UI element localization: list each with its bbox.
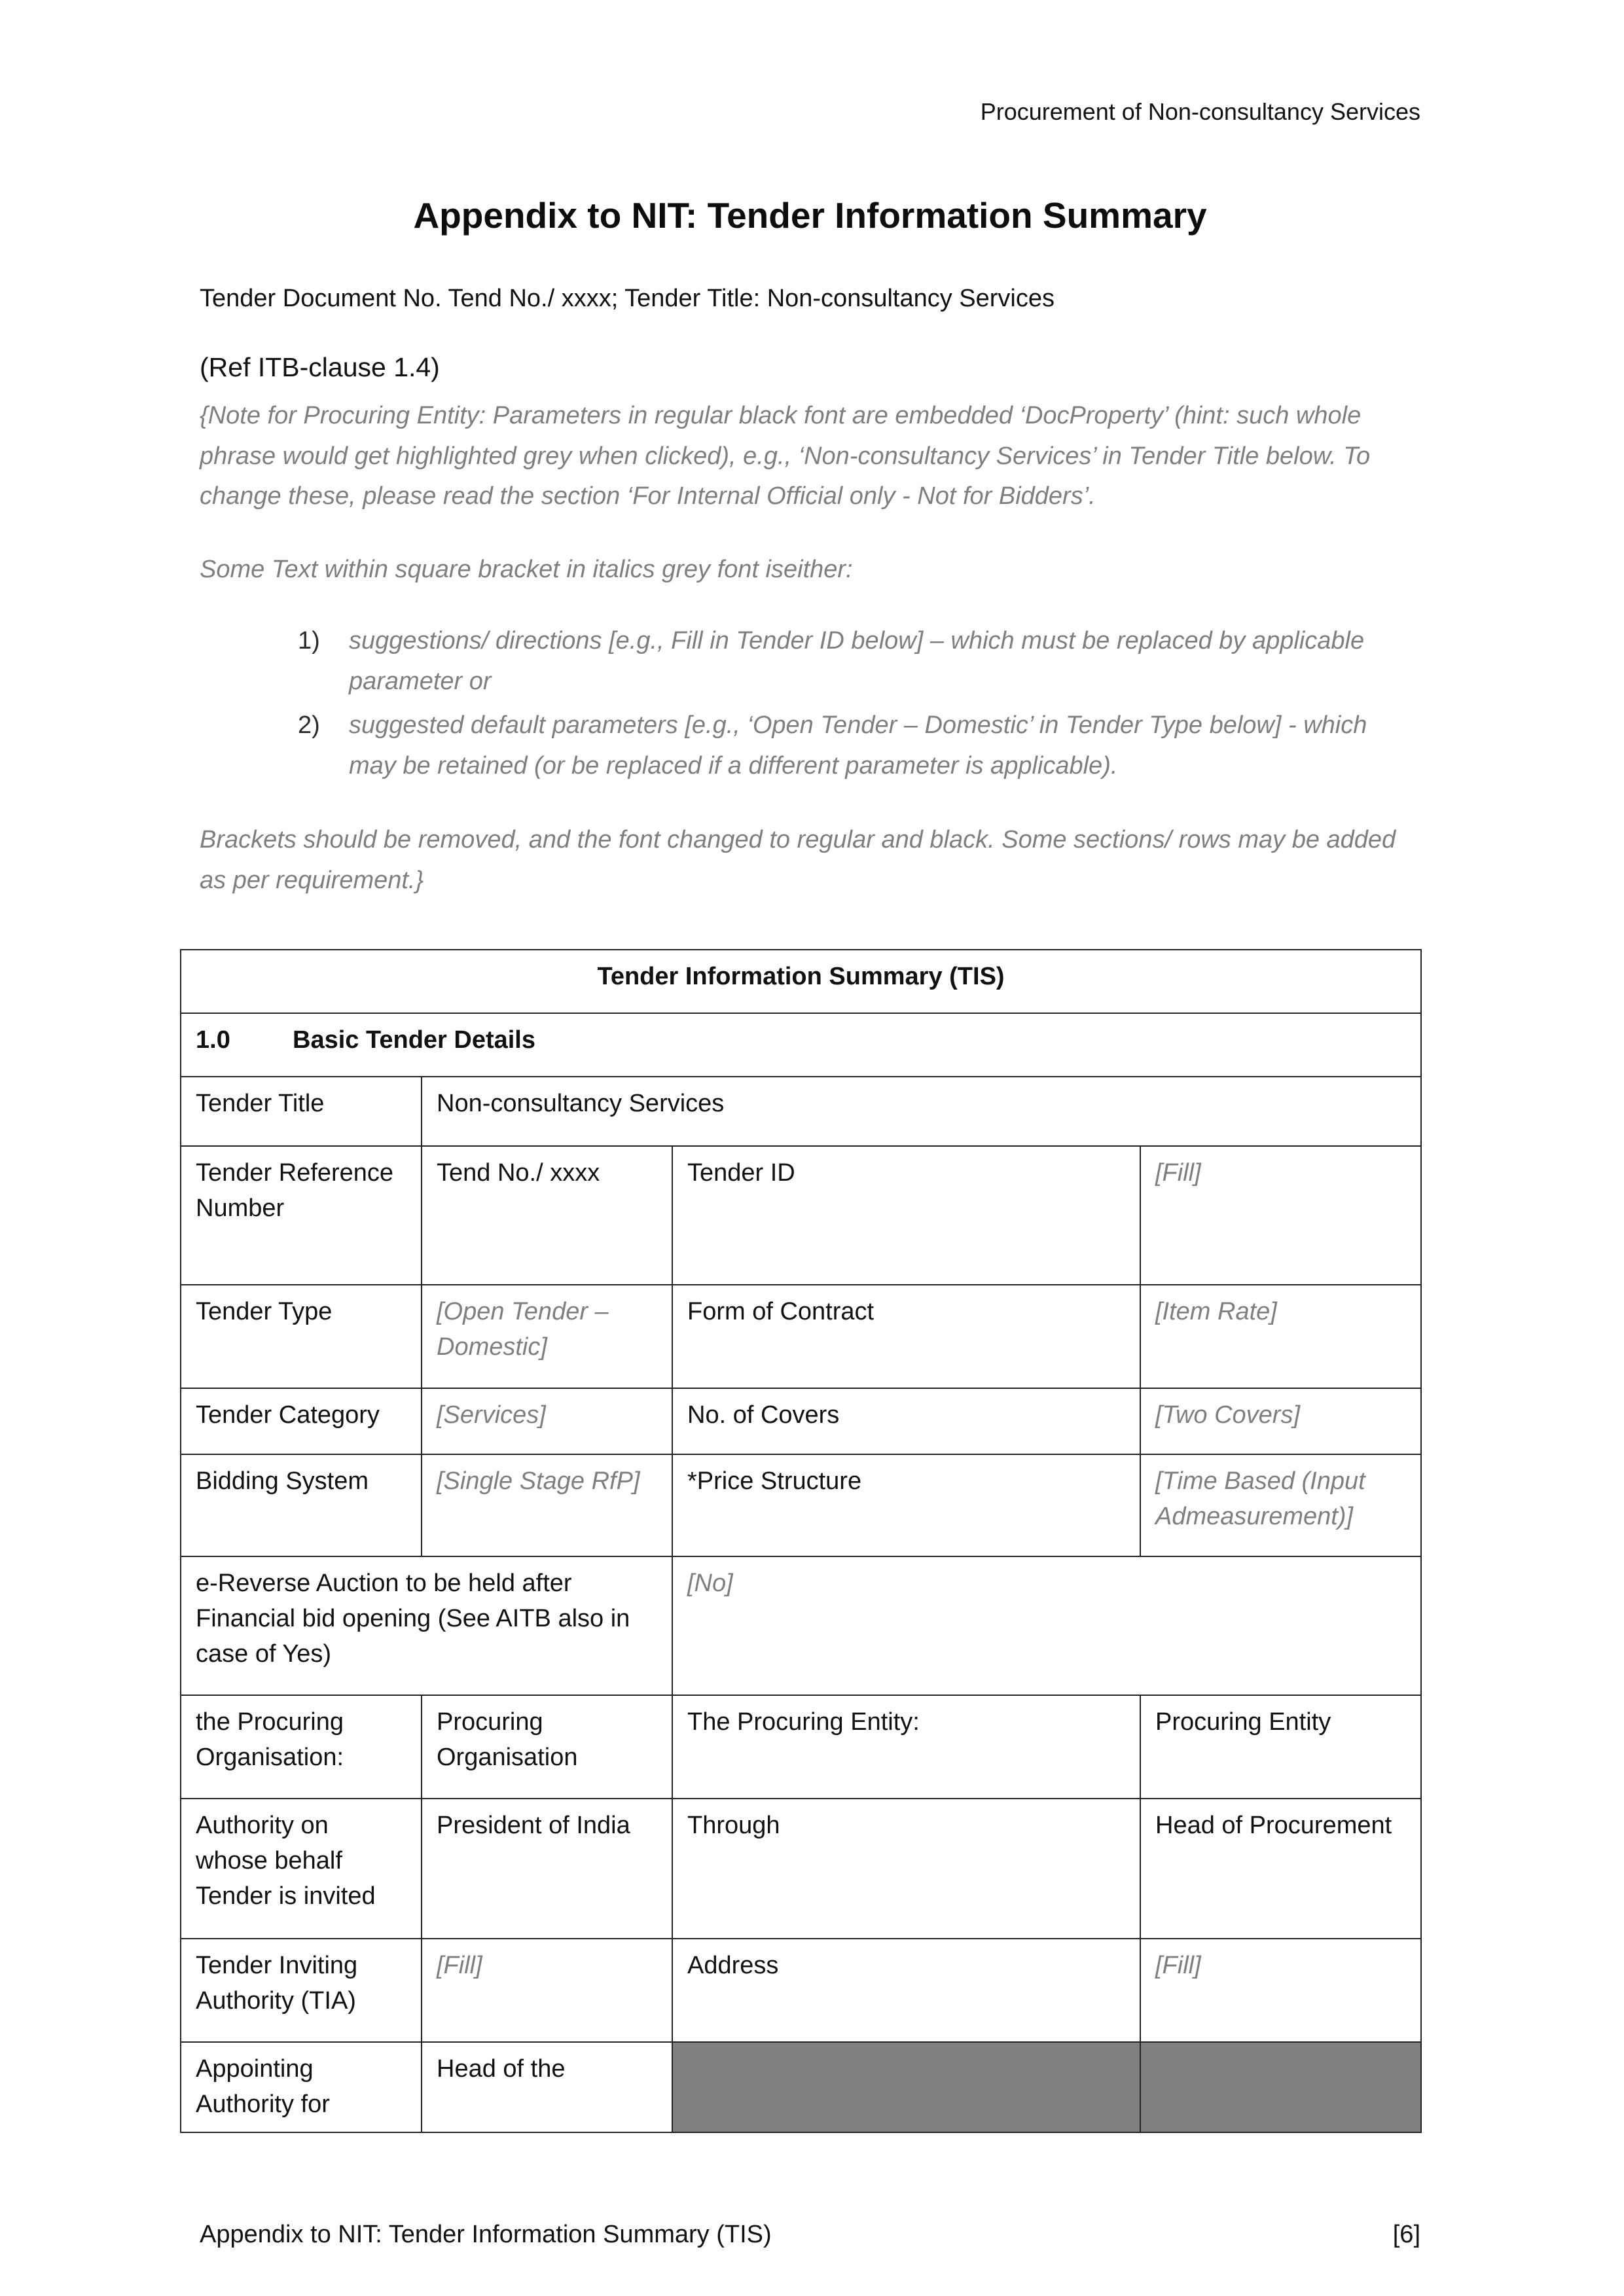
tender-document-line: Tender Document No. Tend No./ xxxx; Tender Title: Non-consultancy Services [200, 285, 1055, 312]
table-cell: [Single Stage RfP] [422, 1454, 672, 1556]
table-cell: Head of the [422, 2042, 672, 2132]
table-cell: Procuring Organisation [422, 1695, 672, 1799]
table-row [181, 1454, 1421, 1556]
list-item [298, 621, 1420, 702]
table-cell: the Procuring Organisation: [181, 1695, 422, 1799]
table-cell: [Fill] [1140, 1146, 1421, 1285]
table-cell: Form of Contract [672, 1285, 1140, 1388]
table-cell: [Fill] [422, 1939, 672, 2042]
table-cell: [Fill] [1140, 1939, 1421, 2042]
table-cell: [Open Tender – Domestic] [422, 1285, 672, 1388]
table-cell: Bidding System [181, 1454, 422, 1556]
table-cell: *Price Structure [672, 1454, 1140, 1556]
table-cell: Tend No./ xxxx [422, 1146, 672, 1285]
page-footer [200, 2221, 1420, 2249]
list-item [298, 706, 1420, 786]
table-cell: Procuring Entity [1140, 1695, 1421, 1799]
table-row [181, 1556, 1421, 1695]
footer-title: Appendix to NIT: Tender Information Summary (TIS) [200, 2221, 772, 2248]
table-row [181, 2042, 1421, 2132]
table-cell: Through [672, 1799, 1140, 1939]
table-row [181, 1146, 1421, 1285]
table-cell: Tender ID [672, 1146, 1140, 1285]
table-cell [1140, 2042, 1421, 2132]
table-cell: Tender Inviting Authority (TIA) [181, 1939, 422, 2042]
numbered-list [200, 621, 1420, 786]
page-header-text: Procurement of Non-consultancy Services [980, 98, 1420, 125]
list-number: 1) [298, 627, 320, 655]
tis-table [180, 949, 1422, 2133]
list-text: suggestions/ directions [e.g., Fill in Tender ID below] – which must be replaced by applicable parameter or [349, 627, 1365, 695]
table-row [181, 1388, 1421, 1454]
table-cell: Tender Information Summary (TIS) [181, 950, 1421, 1013]
square-bracket-line: Some Text within square bracket in italics grey font iseither: [200, 555, 853, 583]
table-row [181, 1939, 1421, 2042]
table-row [181, 1799, 1421, 1939]
table-row [181, 1285, 1421, 1388]
table-cell: President of India [422, 1799, 672, 1939]
table-cell-text: 1.0 [196, 1026, 230, 1054]
table-row [181, 1013, 1421, 1077]
table-cell: Authority on whose behalf Tender is invited [181, 1799, 422, 1939]
table-cell: Appointing Authority for [181, 2042, 422, 2132]
table-row [181, 1695, 1421, 1799]
table-cell: Tender Reference Number [181, 1146, 422, 1285]
table-cell: [Services] [422, 1388, 672, 1454]
table-cell: Address [672, 1939, 1140, 2042]
table-cell: [No] [672, 1556, 1421, 1695]
table-cell: Head of Procurement [1140, 1799, 1421, 1939]
table-cell: The Procuring Entity: [672, 1695, 1140, 1799]
list-text: suggested default parameters [e.g., ‘Open Tender – Domestic’ in Tender Type below] - which may be retained (or be replaced if a different parameter is applicable). [349, 711, 1367, 780]
table-cell [181, 1013, 1421, 1077]
table-body [181, 950, 1421, 2132]
table-row [181, 1077, 1421, 1146]
table-cell: [Two Covers] [1140, 1388, 1421, 1454]
note-paragraph: {Note for Procuring Entity: Parameters in regular black font are embedded ‘DocProperty’ (hint: such whole phrase would get highlighted grey when clicked), e.g., ‘Non-consultancy Services’ in Tender Title below. To change these, please read the section ‘For Internal Official only - Not for Bidders’. [200, 402, 1371, 511]
table-cell: Non-consultancy Services [422, 1077, 1421, 1146]
table-cell: e-Reverse Auction to be held after Financial bid opening (See AITB also in case of Yes) [181, 1556, 672, 1695]
table-cell: Tender Type [181, 1285, 422, 1388]
table-cell: [Item Rate] [1140, 1285, 1421, 1388]
list-number: 2) [298, 711, 320, 740]
table-cell-text: Basic Tender Details [293, 1026, 536, 1054]
table-cell: Tender Category [181, 1388, 422, 1454]
ref-clause-line: (Ref ITB-clause 1.4) [200, 352, 440, 382]
document-title: Appendix to NIT: Tender Information Summary [413, 195, 1207, 236]
table-cell: Tender Title [181, 1077, 422, 1146]
closing-paragraph: Brackets should be removed, and the font changed to regular and black. Some sections/ rows may be added as per requirement.} [200, 826, 1396, 894]
page-number: [6] [1392, 2221, 1420, 2248]
table-cell: [Time Based (Input Admeasurement)] [1140, 1454, 1421, 1556]
table-cell [672, 2042, 1140, 2132]
table-cell: No. of Covers [672, 1388, 1140, 1454]
table-row [181, 950, 1421, 1013]
